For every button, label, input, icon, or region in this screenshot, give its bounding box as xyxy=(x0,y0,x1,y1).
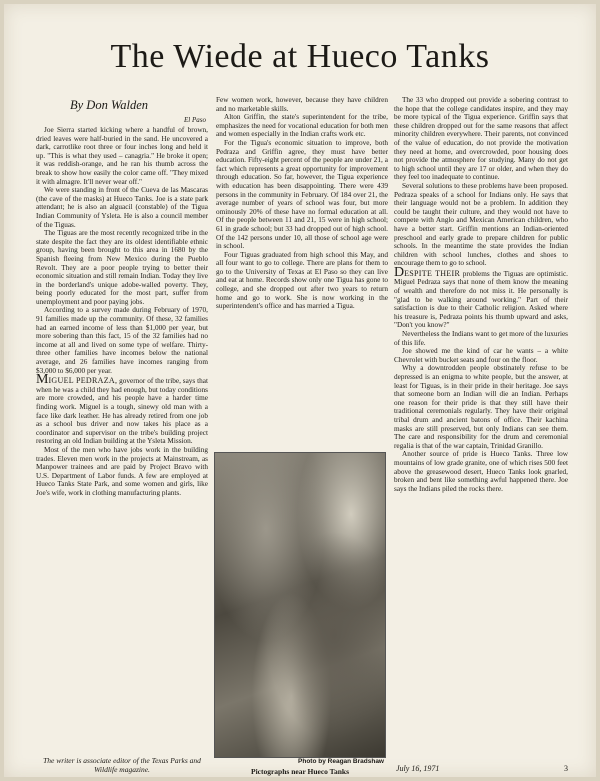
paragraph: Nevertheless the Indians want to get more of the luxuries of this life. xyxy=(394,330,568,347)
drop-cap: M xyxy=(36,372,49,388)
page-folio xyxy=(396,764,568,773)
paragraph: The Tiguas are the most recently recognized tribe in the state despite the fact they are its oldest identifiable ethnic group, having been brought to this area in 1680 by the Spanish fleeing from New Mexico during the Pueblo Revolt. They are a poor people trying to better their economic situation and still remain Indian. Today they live in the borderland's unique adobe-walled poverty. They, being poorly educated for the most part, suffer from unemployment and poor paying jobs. xyxy=(36,229,208,306)
paragraph: Few women work, however, because they have children and no marketable skills. xyxy=(216,96,388,113)
article-title: The Wiede at Hueco Tanks xyxy=(110,38,490,75)
issue-date: July 16, 1971 xyxy=(396,764,440,773)
photo-credit: Photo by Reagan Bradshaw xyxy=(298,758,384,765)
paragraph: According to a survey made during February of 1970, 91 families made up the community. Of these, 32 families had an earned income of less than $1,000 per year, but more sobering than this fact, 15 of the 32 families had no income at all and lived on some type of welfare. Thirty-three other families have incomes below the national average, and 26 families have incomes ranging from $3,000 to $6,000 per year. xyxy=(36,306,208,375)
paragraph: Joe showed me the kind of car he wants – a white Chevrolet with bucket seats and four on the floor. xyxy=(394,347,568,364)
page-number: 3 xyxy=(564,764,568,773)
paragraph: Why a downtrodden people obstinately refuse to be depressed is an enigma to white people, but the answer, at least for Tiguas, is in their pride in their heritage. Joe says that someone born an Indian will die an Indian. Perhaps one reason for their pride is that they still have their traditional ceremonials regularly. They have their original tribal drum and ancient batons of office. Their kachina masks are still preserved, but only Indians can see them. The care and responsibility for the drum and ceremonial regalia is that of the war captain, Trinidad Granillo. xyxy=(394,364,568,450)
paragraph xyxy=(36,372,208,446)
column-3 xyxy=(394,96,568,493)
paragraph xyxy=(394,264,568,330)
paragraph: Several solutions to these problems have been proposed. Pedraza speaks of a school for Indians only. He says that their language would not be a problem. In addition they could be taught their culture, and they would not have to compete with Anglo and Mexican American children, who have a better start. Griffin mentions an Indian-oriented preschool and early grade to prepare children for public schools. In the meantime the state provides the Indian children with school lunches, clothes and shoes to encourage them to go to school. xyxy=(394,181,568,268)
column-1 xyxy=(36,116,208,498)
paragraph: The 33 who dropped out provide a sobering contrast to the hope that the college candidates inspire, and they may be more typical of the Tigua experience. Griffin says that these children dropped out for the same reasons that affect minority children everywhere. Their parents, not convinced of the value of education, do not provide the motivation they need at home, and overcrowded, poor housing does not provide the atmosphere for studying. Many do not get to high school until they are 17 or older, and when they do they feel too inadequate to continue. xyxy=(394,96,568,182)
column-2 xyxy=(216,96,388,311)
photo-caption: Pictographs near Hueco Tanks xyxy=(250,767,349,776)
paragraph: Joe Sierra started kicking where a handful of brown, dried leaves were half-buried in the sand. He uncovered a dark, carrotlike root three or four inches long and held it up. "This is what they used – canagria." He broke it open; it was reddish-orange, and he ran his thumb across the break to show how easily the color came off. "They mixed it with almagre. It'll never wear off." xyxy=(36,126,208,186)
paragraph: Another source of pride is Hueco Tanks. Three low mountains of low grade granite, one of which rises 500 feet above the greasewood desert, Hueco Tanks look gnarled, broken and bent like something awful happened there. Joe says the Indians piled the rocks there. xyxy=(394,450,568,493)
drop-cap: D xyxy=(394,264,405,280)
author-footnote: The writer is associate editor of the Texas Parks and Wildlife magazine. xyxy=(43,756,201,774)
paragraph: Alton Griffin, the state's superintendent for the tribe, emphasizes the need for vocational education for both men and women especially in the Indian crafts work etc. xyxy=(216,113,388,139)
paragraph: Most of the men who have jobs work in the building trades. Eleven men work in the projects at Mainstream, as Manpower trainees and are paid by Project Bravo with U.S. Department of Labor funds. A few are employed at Hueco Tanks State Park, and some women and girls, like Joe's wife, work in clothing manufacturing plants. xyxy=(36,445,208,497)
paragraph-text: problems the Tiguas are optimistic. Miguel Pedraza says that none of them know the meaning of wealth and therefore do not miss it. He personally is "glad to be walking around working." Part of their satisfaction is due to their Catholic religion. Asked where his treasure is, Pedraza points his thumb upward and asks, "Don't you know?" xyxy=(394,269,568,330)
dateline: El Paso xyxy=(184,116,206,124)
small-caps-lead: ESPITE THEIR xyxy=(404,268,461,278)
byline: By Don Walden xyxy=(70,98,148,112)
paragraph: Four Tiguas graduated from high school this May, and all four want to go to college. There are plans for them to go to the University of Texas at El Paso so they can live and eat at home. Records show only one Tigua has gone to college, and she dropped out after two years to return home and go to work. She is now working in the superintendent's office and has married a Tigua. xyxy=(216,250,388,311)
paragraph-text: governor of the tribe, says that when he was a child they had enough, but today conditions are more crowded, and his people have a harder time finding work. Miguel is a tough, sinewy old man with a face like dark leather. He has already retired from one job as a school bus driver and now takes his place as a coordinator and supervisor on the tribe's building project restoring an old Indian building at the Ysleta Mission. xyxy=(36,377,208,446)
magazine-page xyxy=(4,4,596,777)
paragraph: For the Tigua's economic situation to improve, both Pedraza and Griffin agree, they must have better education. Fifty-eight percent of the people are under 21, a fact which represents a great opportunity for improvement through education. So far, however, the Tigua experience with education has been disappointing. There were 439 persons in the community in February. Of 184 over 21, the average number of years of school was four, but more ominously 20% of these have no formal education at all. Of the people between 11 and 21, 15 were in high school; 61 in grade school; but 33 had dropped out of high school. Of the 142 persons under 10, all those of school age were in school. xyxy=(216,138,388,251)
small-caps-lead: IGUEL PEDRAZA, xyxy=(48,376,118,386)
pictograph-photo xyxy=(214,452,386,758)
paragraph: We were standing in front of the Cueva de las Mascaras (the cave of the masks) at Hueco Tanks. Joe is a state park attendant; he is also an alguacil (constable) of the Tigua Indian Community of Ysleta. He is also a council member of the Tiguas. xyxy=(36,186,208,229)
